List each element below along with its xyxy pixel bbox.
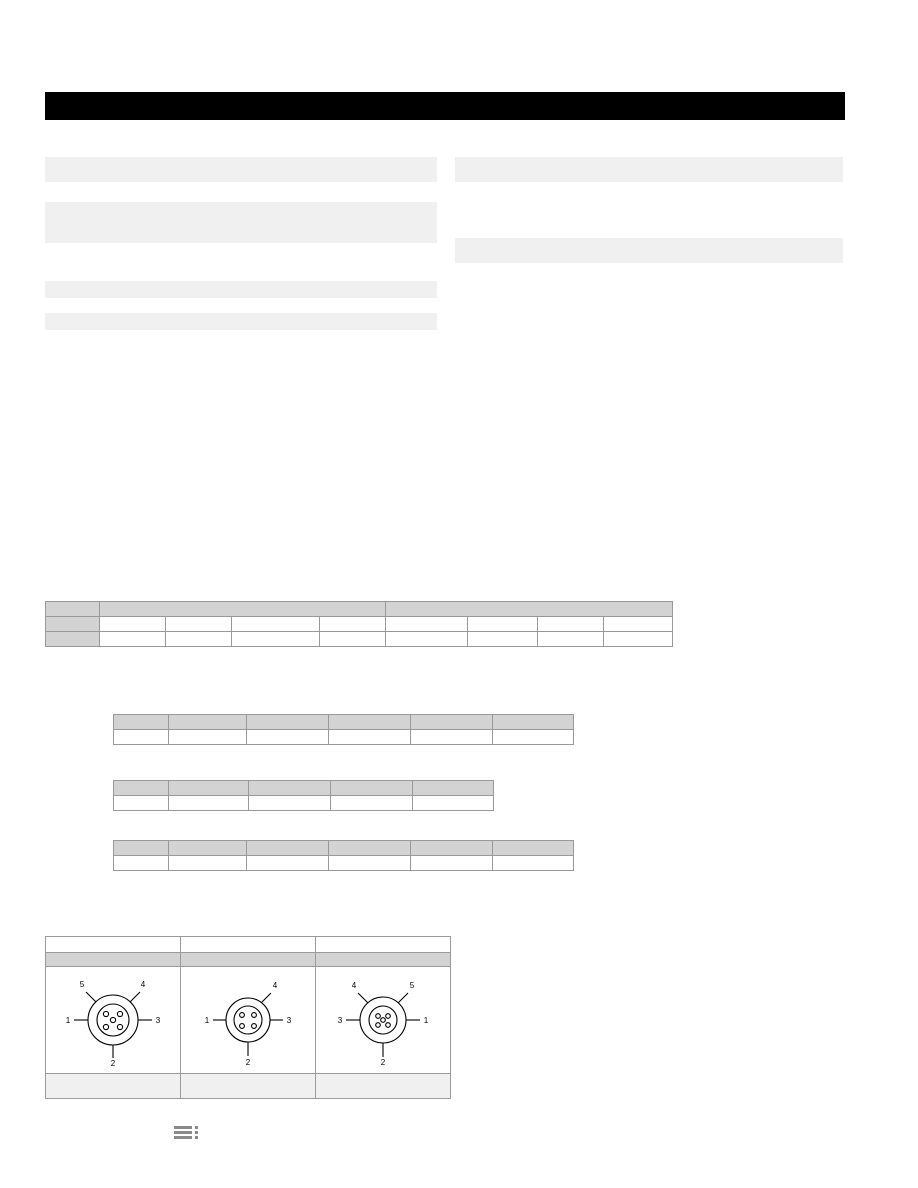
p2-header-2 [168,781,248,796]
p2-cell-1 [113,796,168,811]
p2-header-5 [412,781,493,796]
spec-cell-r1c1 [100,632,166,647]
spec-cell-r1c4 [320,632,386,647]
p1-header-5 [410,715,492,730]
p3-header-4 [328,841,410,856]
p3-header-6 [492,841,573,856]
p2-cell-3 [248,796,330,811]
right-block-2 [455,238,843,263]
table-row [46,632,673,647]
spec-cell-r0c2 [166,617,232,632]
connector-title-3 [316,937,451,953]
table-row [45,715,573,730]
p1-header-3 [246,715,328,730]
connector-subtitle-1 [46,953,181,967]
left-block-1 [45,157,437,182]
spec-cell-r1c7 [538,632,604,647]
table-row [45,781,493,796]
connector-diagram-5pin-a [48,970,178,1070]
spec-cell-r1c2 [166,632,232,647]
p1-header-2 [168,715,246,730]
connector-title-row [46,937,451,953]
spec-cell-r0c1 [100,617,166,632]
connector-title-2 [181,937,316,953]
pin-label-5: 5 [79,980,85,989]
p2-cell-2 [168,796,248,811]
section-title-bar [45,92,845,120]
connector-diagram-4pin [183,970,313,1070]
p3-header-5 [410,841,492,856]
spec-cell-r0c4 [320,617,386,632]
table-row [46,602,673,617]
list-icon-dot [195,1126,198,1129]
connector-diagram-5pin-b [318,970,448,1070]
pin-label-4: 4 [272,981,278,990]
left-block-3 [45,281,437,298]
spec-header-2 [386,602,673,617]
specification-table [45,601,673,647]
connector-subtitle-row [46,953,451,967]
p2-header-4 [330,781,412,796]
connector-diagram-cell-3 [316,967,451,1074]
p1-cell-4 [328,730,410,745]
list-icon [174,1126,200,1144]
pin-label-5: 5 [409,981,415,990]
list-icon-dot [195,1136,198,1139]
p3-label-cell [45,841,113,871]
spec-header-0 [46,602,100,617]
connector-footer-3 [316,1074,451,1099]
connector-footer-1 [46,1074,181,1099]
list-icon-bar [174,1126,192,1129]
connector-diagram-row [46,967,451,1074]
p1-header-6 [492,715,573,730]
table-row [45,796,493,811]
table-row [46,617,673,632]
p3-cell-3 [246,856,328,871]
spec-cell-r0c0 [46,617,100,632]
table-row [45,841,573,856]
left-block-4 [45,313,437,330]
pin-label-2: 2 [110,1059,116,1068]
spec-cell-r0c6 [468,617,538,632]
p2-header-3 [248,781,330,796]
p2-cell-4 [330,796,412,811]
list-icon-dot [195,1131,198,1134]
right-block-1 [455,157,843,182]
connector-diagram-cell-2 [181,967,316,1074]
p3-header-3 [246,841,328,856]
spec-cell-r0c5 [386,617,468,632]
p1-cell-3 [246,730,328,745]
pin-label-1: 1 [204,1016,210,1025]
spec-cell-r1c8 [604,632,673,647]
spec-cell-r1c5 [386,632,468,647]
pin-label-3: 3 [286,1016,292,1025]
table-row [45,856,573,871]
pin-label-1: 1 [65,1016,71,1025]
connector-subtitle-3 [316,953,451,967]
p3-header-1 [113,841,168,856]
pin-label-3: 3 [155,1016,161,1025]
table-row [45,730,573,745]
spec-cell-r1c0 [46,632,100,647]
p2-cell-5 [412,796,493,811]
connector-pinout-table [45,936,451,1099]
list-icon-bar [174,1136,192,1139]
p2-header-1 [113,781,168,796]
p3-cell-1 [113,856,168,871]
p2-label-cell [45,781,113,811]
parameter-table-2 [45,780,494,811]
spec-cell-r0c3 [232,617,320,632]
spec-header-1 [100,602,386,617]
left-block-2 [45,202,437,243]
p3-cell-2 [168,856,246,871]
p1-cell-6 [492,730,573,745]
p3-cell-5 [410,856,492,871]
p1-cell-2 [168,730,246,745]
p3-cell-6 [492,856,573,871]
p1-label-cell [45,715,113,745]
p1-cell-5 [410,730,492,745]
pin-label-1: 1 [423,1016,429,1025]
parameter-table-3 [45,840,574,871]
spec-cell-r1c3 [232,632,320,647]
connector-diagram-cell-1 [46,967,181,1074]
pin-label-4: 4 [140,980,146,989]
spec-cell-r0c7 [538,617,604,632]
pin-label-4: 4 [351,981,357,990]
pin-label-2: 2 [245,1058,251,1067]
pin-label-2: 2 [380,1058,386,1067]
p3-cell-4 [328,856,410,871]
spec-cell-r0c8 [604,617,673,632]
list-icon-bar [174,1131,192,1134]
spec-cell-r1c6 [468,632,538,647]
parameter-table-1 [45,714,574,745]
p1-header-1 [113,715,168,730]
p1-header-4 [328,715,410,730]
connector-footer-2 [181,1074,316,1099]
connector-title-1 [46,937,181,953]
connector-subtitle-2 [181,953,316,967]
p1-cell-1 [113,730,168,745]
p3-header-2 [168,841,246,856]
pin-label-3: 3 [337,1016,343,1025]
connector-footer-row [46,1074,451,1099]
